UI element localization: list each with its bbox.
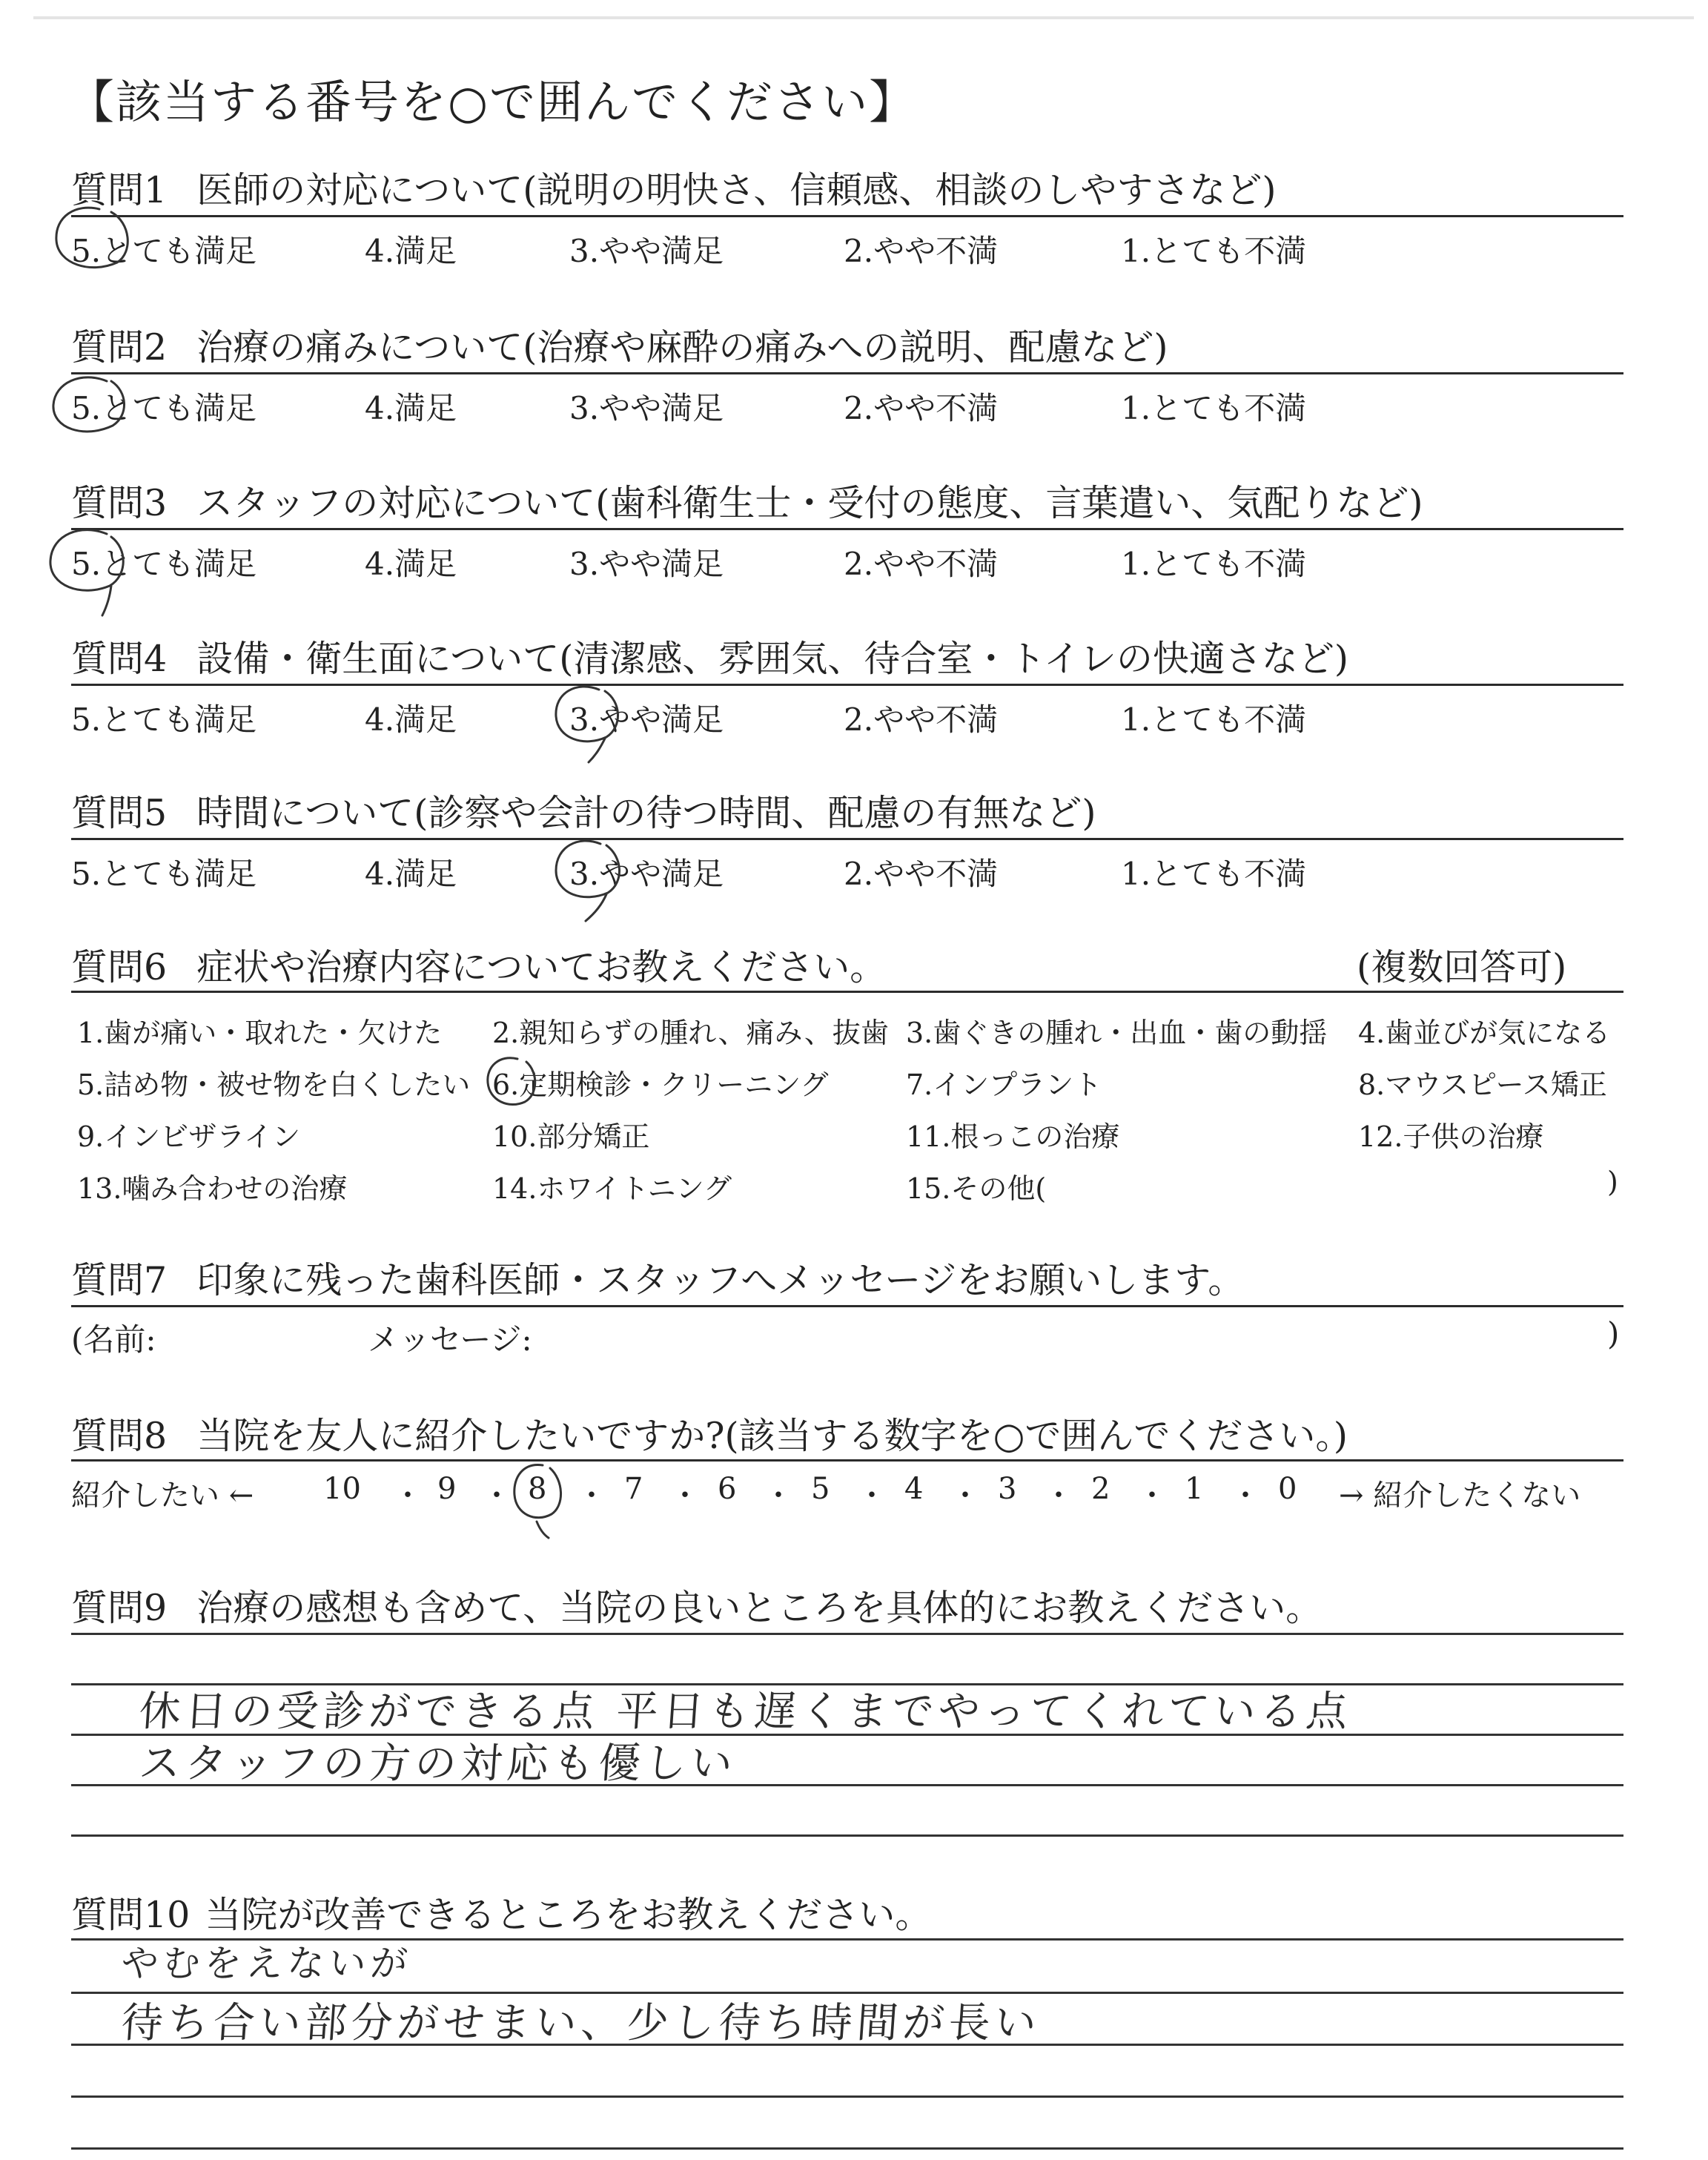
question-5-label: 質問5 bbox=[71, 792, 168, 834]
q4-option-1[interactable]: 1.とても不満 bbox=[1121, 701, 1307, 738]
q8-score-1[interactable]: 1 bbox=[1185, 1472, 1204, 1506]
q10-handwritten-line-2: 待ち合い部分がせまい、少し待ち時間が長い bbox=[119, 1999, 1042, 2047]
question-10-label: 質問10 bbox=[71, 1894, 191, 1936]
q10-handwritten-line-1: やむをえないが bbox=[119, 1942, 414, 1985]
question-10-heading bbox=[71, 1886, 931, 1938]
q10-writing-line bbox=[71, 2147, 1623, 2150]
q8-separator: ・ bbox=[950, 1479, 980, 1513]
question-6-note: (複数回答可) bbox=[1357, 946, 1567, 988]
question-8-text: 当院を友人に紹介したいですか?(該当する数字を○で囲んでください。) bbox=[196, 1415, 1348, 1457]
q6-item-6[interactable]: 6.定期検診・クリーニング bbox=[492, 1069, 829, 1101]
question-5-heading bbox=[71, 785, 1096, 836]
q8-score-5[interactable]: 5 bbox=[811, 1472, 830, 1506]
question-1-label: 質問1 bbox=[71, 169, 168, 211]
q8-separator: ・ bbox=[482, 1479, 512, 1513]
q1-option-2[interactable]: 2.やや不満 bbox=[844, 233, 999, 269]
question-3-label: 質問3 bbox=[71, 482, 168, 524]
question-9-heading bbox=[71, 1579, 1322, 1631]
question-1-text: 医師の対応について(説明の明快さ、信頼感、相談のしやすさなど) bbox=[196, 169, 1277, 211]
question-7-heading bbox=[71, 1252, 1244, 1304]
q6-item-8[interactable]: 8.マウスピース矯正 bbox=[1358, 1069, 1607, 1101]
question-2-text: 治療の痛みについて(治療や麻酔の痛みへの説明、配慮など) bbox=[196, 326, 1168, 369]
q4-option-3[interactable]: 3.やや満足 bbox=[569, 701, 724, 738]
q1-option-4[interactable]: 4.満足 bbox=[365, 233, 457, 269]
q6-item-1[interactable]: 1.歯が痛い・取れた・欠けた bbox=[77, 1017, 443, 1049]
q8-separator: ・ bbox=[393, 1479, 423, 1513]
q9-handwritten-line-2: スタッフの方の対応も優しい bbox=[137, 1740, 738, 1788]
question-7-text: 印象に残った歯科医師・スタッフへメッセージをお願いします。 bbox=[196, 1259, 1245, 1301]
q6-item-4[interactable]: 4.歯並びが気になる bbox=[1358, 1017, 1611, 1049]
q5-option-3[interactable]: 3.やや満足 bbox=[569, 856, 724, 892]
q2-option-1[interactable]: 1.とても不満 bbox=[1121, 390, 1307, 426]
question-6-text: 症状や治療内容についてお教えください。 bbox=[196, 946, 887, 988]
q9-writing-line bbox=[71, 1834, 1623, 1837]
q8-score-4[interactable]: 4 bbox=[904, 1472, 924, 1506]
question-1-rule bbox=[71, 215, 1623, 217]
q9-handwritten-line-1: 休日の受診ができる点 平日も遅くまでやってくれている点 bbox=[137, 1688, 1354, 1736]
q5-option-1[interactable]: 1.とても不満 bbox=[1121, 856, 1307, 892]
q6-item-5[interactable]: 5.詰め物・被せ物を白くしたい bbox=[77, 1069, 471, 1101]
q5-option-5[interactable]: 5.とても満足 bbox=[71, 856, 257, 892]
q8-score-8[interactable]: 8 bbox=[528, 1472, 547, 1506]
question-8-label: 質問8 bbox=[71, 1415, 168, 1457]
q2-option-4[interactable]: 4.満足 bbox=[365, 390, 457, 426]
q8-separator: ・ bbox=[764, 1479, 793, 1513]
q8-score-10[interactable]: 10 bbox=[323, 1472, 361, 1506]
q5-option-2[interactable]: 2.やや不満 bbox=[844, 856, 999, 892]
q6-item-9[interactable]: 9.インビザライン bbox=[77, 1120, 301, 1153]
q1-option-3[interactable]: 3.やや満足 bbox=[569, 233, 724, 269]
q10-writing-line bbox=[71, 2095, 1623, 2098]
q3-option-5[interactable]: 5.とても満足 bbox=[71, 546, 257, 582]
question-1-heading bbox=[71, 162, 1276, 214]
question-4-label: 質問4 bbox=[71, 638, 168, 680]
q8-separator: ・ bbox=[1231, 1479, 1260, 1513]
question-3-text: スタッフの対応について(歯科衛生士・受付の態度、言葉遣い、気配りなど) bbox=[196, 482, 1423, 524]
q8-score-6[interactable]: 6 bbox=[718, 1472, 737, 1506]
question-9-text: 治療の感想も含めて、当院の良いところを具体的にお教えください。 bbox=[196, 1587, 1323, 1629]
q8-score-0[interactable]: 0 bbox=[1278, 1472, 1297, 1506]
q4-option-4[interactable]: 4.満足 bbox=[365, 701, 457, 738]
question-6-label: 質問6 bbox=[71, 946, 168, 988]
q8-separator: ・ bbox=[577, 1479, 606, 1513]
q8-score-2[interactable]: 2 bbox=[1091, 1472, 1110, 1506]
q6-item-15[interactable]: 15.その他( bbox=[906, 1172, 1047, 1205]
q9-writing-line bbox=[71, 1633, 1623, 1635]
question-5-text: 時間について(診察や会計の待つ時間、配慮の有無など) bbox=[196, 792, 1096, 834]
q8-separator: ・ bbox=[1137, 1479, 1167, 1513]
question-2-rule bbox=[71, 372, 1623, 374]
q6-item-2[interactable]: 2.親知らずの腫れ、痛み、抜歯 bbox=[492, 1017, 889, 1049]
question-10-text: 当院が改善できるところをお教えください。 bbox=[205, 1894, 932, 1936]
question-3-heading bbox=[71, 475, 1423, 526]
q3-option-2[interactable]: 2.やや不満 bbox=[844, 546, 999, 582]
question-8-heading bbox=[71, 1407, 1348, 1459]
q8-separator: ・ bbox=[857, 1479, 887, 1513]
q8-score-3[interactable]: 3 bbox=[998, 1472, 1017, 1506]
q6-item-11[interactable]: 11.根っこの治療 bbox=[906, 1120, 1120, 1153]
q2-option-5[interactable]: 5.とても満足 bbox=[71, 390, 257, 426]
question-5-rule bbox=[71, 838, 1623, 840]
question-2-label: 質問2 bbox=[71, 326, 168, 369]
q8-separator: ・ bbox=[1044, 1479, 1073, 1513]
q6-item-14[interactable]: 14.ホワイトニング bbox=[492, 1172, 732, 1205]
question-7-rule bbox=[71, 1305, 1623, 1307]
q4-option-5[interactable]: 5.とても満足 bbox=[71, 701, 257, 738]
q7-name-label: (名前: bbox=[71, 1321, 156, 1358]
q6-item-13[interactable]: 13.噛み合わせの治療 bbox=[77, 1172, 348, 1205]
q6-item-12[interactable]: 12.子供の治療 bbox=[1358, 1120, 1544, 1153]
q7-message-label: メッセージ: bbox=[368, 1321, 532, 1358]
page-title: 【該当する番号を○で囲んでください】 bbox=[68, 75, 917, 129]
q1-option-5[interactable]: 5.とても満足 bbox=[71, 233, 257, 269]
q1-option-1[interactable]: 1.とても不満 bbox=[1121, 233, 1307, 269]
question-6-rule bbox=[71, 991, 1623, 993]
question-3-rule bbox=[71, 528, 1623, 530]
q8-score-9[interactable]: 9 bbox=[437, 1472, 457, 1506]
question-8-rule bbox=[71, 1459, 1623, 1462]
q6-item-10[interactable]: 10.部分矯正 bbox=[492, 1120, 650, 1153]
question-4-text: 設備・衛生面について(清潔感、雰囲気、待合室・トイレの快適さなど) bbox=[196, 638, 1348, 680]
q6-item-7[interactable]: 7.インプラント bbox=[906, 1069, 1102, 1101]
q2-option-3[interactable]: 3.やや満足 bbox=[569, 390, 724, 426]
q3-option-1[interactable]: 1.とても不満 bbox=[1121, 546, 1307, 582]
q4-option-2[interactable]: 2.やや不満 bbox=[844, 701, 999, 738]
q5-option-4[interactable]: 4.満足 bbox=[365, 856, 457, 892]
page-top-edge bbox=[33, 16, 1694, 19]
question-4-heading bbox=[71, 630, 1348, 682]
q8-score-7[interactable]: 7 bbox=[624, 1472, 643, 1506]
q6-other-close-paren: ) bbox=[1607, 1166, 1618, 1198]
q8-left-label: 紹介したい ← bbox=[71, 1479, 254, 1513]
q8-separator: ・ bbox=[670, 1479, 700, 1513]
question-4-rule bbox=[71, 684, 1623, 686]
question-7-label: 質問7 bbox=[71, 1259, 168, 1301]
question-9-label: 質問9 bbox=[71, 1587, 168, 1629]
q3-option-3[interactable]: 3.やや満足 bbox=[569, 546, 724, 582]
q6-item-3[interactable]: 3.歯ぐきの腫れ・出血・歯の動揺 bbox=[906, 1017, 1328, 1049]
q3-option-4[interactable]: 4.満足 bbox=[365, 546, 457, 582]
q8-right-label: → 紹介したくない bbox=[1339, 1479, 1581, 1513]
q7-close-paren: ) bbox=[1607, 1315, 1620, 1352]
question-2-heading bbox=[71, 319, 1168, 371]
q2-option-2[interactable]: 2.やや不満 bbox=[844, 390, 999, 426]
question-6-heading bbox=[71, 939, 886, 991]
